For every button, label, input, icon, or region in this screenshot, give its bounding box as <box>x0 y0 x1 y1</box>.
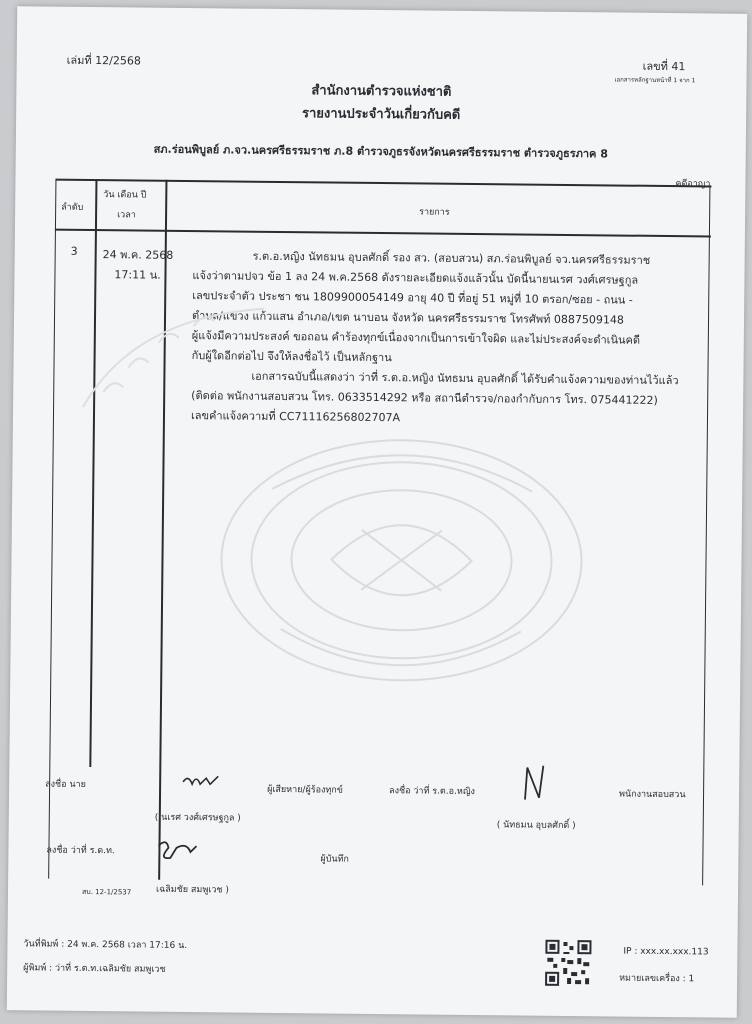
sign-label-recorder: ลงชื่อ ว่าที่ ร.ต.ท. <box>46 845 115 857</box>
agency-name: สำนักงานตำรวจแห่งชาติ <box>311 83 452 100</box>
role-recorder: ผู้บันทึก <box>320 854 349 865</box>
investigator-signature <box>519 764 549 804</box>
column-header-date: วัน เดือน ปี <box>103 190 147 201</box>
item-line: (ติดต่อ พนักงานสอบสวน โทร. 0633514292 หรือ สถานีตำรวจ/กองกำกับการ โทร. 075441222) <box>191 389 658 407</box>
station-line: สภ.ร่อนพิบูลย์ ภ.จว.นครศรีธรรมราช ภ.8 ตำรวจภูธรจังหวัดนครศรีธรรมราช ตำรวจภูธรภาค 8 <box>153 142 609 161</box>
item-line: ร.ต.อ.หญิง นัทธมน อุบลศักดิ์ รอง สว. (สอบสวน) สภ.ร่อนพิบูลย์ จว.นครศรีธรรมราช <box>252 249 651 267</box>
item-line: ตำบล/แขวง แก้วแสน อำเภอ/เขต นาบอน จังหวัด นครศรีธรรมราช โทรศัพท์ 0887509148 <box>191 309 624 327</box>
item-line: เอกสารฉบับนี้แสดงว่า ว่าที่ ร.ต.อ.หญิง นัทธมน อุบลศักดิ์ ได้รับคำแจ้งความของท่านไว้แล้ว <box>251 369 679 388</box>
police-seal-watermark <box>210 428 593 692</box>
complainant-signature <box>181 770 221 790</box>
row-order: 3 <box>70 244 78 258</box>
print-date: วันที่พิมพ์ : 24 พ.ค. 2568 เวลา 17:16 น. <box>23 939 188 952</box>
item-line: เลขคำแจ้งความที่ CC71116256802707A <box>190 409 401 425</box>
column-header-order: ลำดับ <box>61 202 84 213</box>
book-number: เล่มที่ 12/2568 <box>66 53 141 68</box>
report-paper <box>7 6 747 1018</box>
form-code: สบ. 12-1/2537 <box>81 887 132 897</box>
item-line: เลขประจำตัว ประชา ชน 1809900054149 อายุ 40 ปี ที่อยู่ 51 หมู่ที่ 10 ตรอก/ซอย - ถนน - <box>192 289 633 307</box>
row-date: 24 พ.ค. 2568 <box>102 248 174 262</box>
sign-label-complainant: ลงชื่อ นาย <box>45 779 86 790</box>
row-time: 17:11 น. <box>114 268 161 282</box>
column-header-items: รายการ <box>419 207 450 218</box>
sign-label-investigator: ลงชื่อ ว่าที่ ร.ต.อ.หญิง <box>389 786 475 798</box>
page-of: เอกสารหลักฐานหน้าที่ 1 จาก 1 <box>614 76 696 85</box>
role-complainant: ผู้เสียหาย/ผู้ร้องทุกข์ <box>267 784 343 796</box>
item-line: แจ้งว่าตามปจว ข้อ 1 ลง 24 พ.ค.2568 ดังรายละเอียดแจ้งแล้วนั้น บัดนี้นายนเรศ วงศ์เศรษฐกูล <box>192 269 639 287</box>
report-title: รายงานประจำวันเกี่ยวกับคดี <box>301 106 461 123</box>
recorder-name: เฉลิมชัย สมพูเวช ) <box>155 884 229 896</box>
complainant-name: ( นเรศ วงศ์เศรษฐกูล ) <box>154 812 241 824</box>
document-number: เลขที่ 41 <box>642 59 686 74</box>
role-investigator: พนักงานสอบสวน <box>619 789 686 801</box>
laurel-watermark <box>73 297 274 419</box>
item-line: ผู้แจ้งมีความประสงค์ ขอถอน คำร้องทุกข์เนื่องจากเป็นการเข้าใจผิด และไม่ประสงค์จะดำเนินคดี <box>191 329 641 347</box>
column-header-time: เวลา <box>117 210 136 221</box>
ip-address: IP : xxx.xx.xxx.113 <box>623 946 709 958</box>
printer-name: ผู้พิมพ์ : ว่าที่ ร.ต.ท.เฉลิมชัย สมพูเวช <box>23 963 166 975</box>
case-category: คดีอาญา <box>675 179 711 190</box>
item-line: กับผู้ใดอีกต่อไป จึงให้ลงชื่อไว้ เป็นหลักฐาน <box>191 349 392 365</box>
qr-code <box>543 938 594 989</box>
investigator-name: ( นัทธมน อุบลศักดิ์ ) <box>496 820 576 832</box>
machine-number: หมายเลขเครื่อง : 1 <box>619 973 695 985</box>
recorder-signature <box>154 838 200 862</box>
